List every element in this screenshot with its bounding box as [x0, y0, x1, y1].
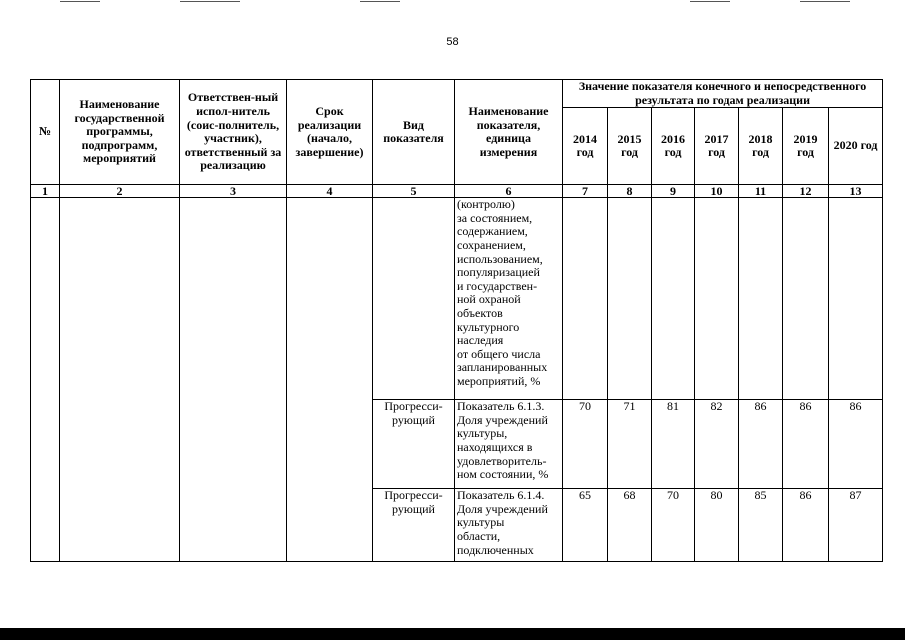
- indicator-line: культуры,: [457, 426, 508, 441]
- column-number: 6: [455, 185, 563, 198]
- indicator-line: Показатель 6.1.3.: [457, 399, 545, 414]
- indicator-line: сохранением,: [457, 237, 526, 252]
- value-cell: 86: [783, 400, 829, 489]
- header-term: Срок реализации (начало, завершение): [287, 80, 373, 185]
- indicator-line: Доля учреждений: [457, 412, 548, 427]
- indicator-line: культурного: [457, 319, 520, 334]
- header-year: 2015 год: [608, 108, 652, 185]
- header-indicator-name: Наименование показателя, единица измерения: [455, 80, 563, 185]
- indicator-line: (контролю): [457, 197, 515, 212]
- indicator-line: и государствен-: [457, 278, 538, 293]
- column-number: 8: [608, 185, 652, 198]
- cell-executor: [180, 198, 287, 562]
- scan-bottom-edge: [0, 628, 905, 640]
- table-header: [31, 80, 883, 185]
- header-values-group: Значение показателя конечного и непосредственного результата по годам реализации: [563, 80, 883, 108]
- value-cell: [783, 198, 829, 400]
- value-cell: 81: [652, 400, 695, 489]
- column-number: 9: [652, 185, 695, 198]
- value-cell: 82: [695, 400, 739, 489]
- value-cell: 86: [829, 400, 883, 489]
- column-number: 3: [180, 185, 287, 198]
- indicator-line: Доля учреждений: [457, 501, 548, 516]
- indicator-line: находящихся в: [457, 439, 533, 454]
- indicator-line: области,: [457, 528, 501, 543]
- value-cell: [695, 198, 739, 400]
- indicator-line: от общего числа: [457, 346, 541, 361]
- cell-num: [31, 198, 60, 562]
- header-year: 2019 год: [783, 108, 829, 185]
- page-number: 58: [446, 36, 459, 48]
- indicator-line: объектов: [457, 305, 503, 320]
- indicator-line: запланированных: [457, 360, 548, 375]
- cell-term: [287, 198, 373, 562]
- header-year: 2016 год: [652, 108, 695, 185]
- column-number-row: [31, 185, 883, 198]
- value-cell: 71: [608, 400, 652, 489]
- cell-indicator-name: [455, 489, 563, 562]
- value-cell: 87: [829, 489, 883, 562]
- column-number: 4: [287, 185, 373, 198]
- indicator-line: содержанием,: [457, 224, 528, 239]
- scan-top-marks: [0, 0, 905, 4]
- header-executor: Ответствен-ный испол-нитель (соис-полнитель, участник), ответственный за реализацию: [180, 80, 287, 185]
- column-number: 2: [60, 185, 180, 198]
- indicators-table: [30, 79, 883, 562]
- cell-indicator-type: [373, 198, 455, 400]
- value-cell: 65: [563, 489, 608, 562]
- header-year: 2020 год: [829, 108, 883, 185]
- header-year: 2018 год: [739, 108, 783, 185]
- value-cell: 68: [608, 489, 652, 562]
- indicator-line: удовлетворитель-: [457, 453, 547, 468]
- value-cell: 80: [695, 489, 739, 562]
- value-cell: 86: [739, 400, 783, 489]
- value-cell: [563, 198, 608, 400]
- cell-indicator-name: [455, 400, 563, 489]
- indicator-line: подключенных: [457, 542, 534, 557]
- value-cell: [739, 198, 783, 400]
- cell-indicator-name: [455, 198, 563, 400]
- header-program-name: Наименование государственной программы, подпрограмм, мероприятий: [60, 80, 180, 185]
- indicator-line: использованием,: [457, 251, 543, 266]
- value-cell: 85: [739, 489, 783, 562]
- header-indicator-type: Вид показателя: [373, 80, 455, 185]
- column-number: 12: [783, 185, 829, 198]
- value-cell: 86: [783, 489, 829, 562]
- header-num: №: [31, 80, 60, 185]
- column-number: 1: [31, 185, 60, 198]
- indicator-line: за состоянием,: [457, 210, 533, 225]
- column-number: 10: [695, 185, 739, 198]
- column-number: 11: [739, 185, 783, 198]
- table-body: [31, 198, 883, 562]
- column-number: 5: [373, 185, 455, 198]
- indicator-line: наследия: [457, 333, 504, 348]
- value-cell: [608, 198, 652, 400]
- indicator-line: мероприятий, %: [457, 373, 541, 388]
- indicator-line: культуры: [457, 515, 505, 530]
- value-cell: [652, 198, 695, 400]
- indicator-line: ном состоянии, %: [457, 467, 549, 482]
- indicator-line: ной охраной: [457, 292, 521, 307]
- indicator-line: Показатель 6.1.4.: [457, 488, 545, 503]
- cell-indicator-type: Прогресси-рующий: [373, 400, 455, 489]
- indicator-line: популяризацией: [457, 265, 540, 280]
- value-cell: [829, 198, 883, 400]
- header-year: 2014 год: [563, 108, 608, 185]
- cell-indicator-type: Прогресси-рующий: [373, 489, 455, 562]
- column-number: 13: [829, 185, 883, 198]
- table-row: [31, 198, 883, 400]
- header-year: 2017 год: [695, 108, 739, 185]
- column-number: 7: [563, 185, 608, 198]
- value-cell: 70: [652, 489, 695, 562]
- value-cell: 70: [563, 400, 608, 489]
- cell-program-name: [60, 198, 180, 562]
